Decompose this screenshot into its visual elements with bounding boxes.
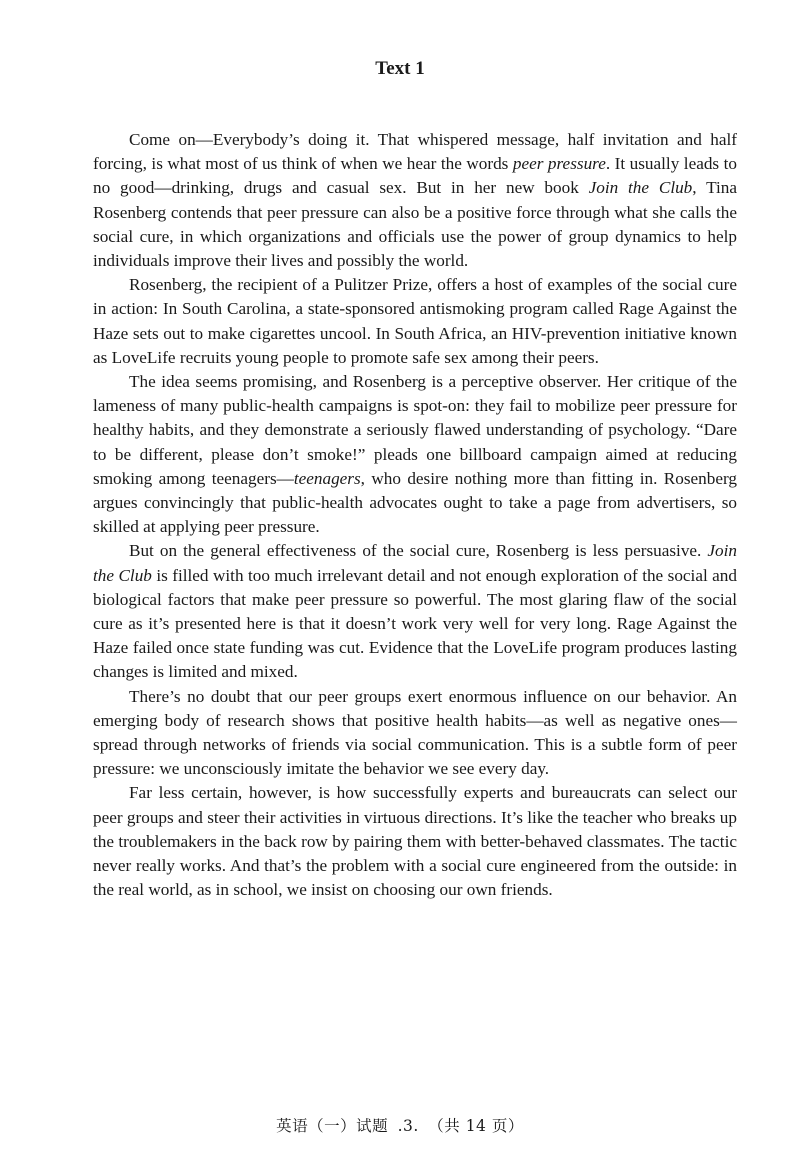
paragraph-1-text-c: , Tina Rosenberg contends that peer pressure can also be a positive force through what she calls the social cure, in which organizations and officials use the power of group dynamics to help individuals improve their lives and possibly the world. [93, 178, 737, 271]
paragraph-4-text-a: But on the general effectiveness of the social cure, Rosenberg is less persuasive. [129, 541, 708, 561]
paragraph-5: There’s no doubt that our peer groups exert enormous influence on our behavior. An emerging body of research shows that positive health habits—as well as negative ones—spread through networks of friends via social communication. This is a subtle form of peer pressure: we unconsciously imitate the behavior we see every day. [93, 686, 737, 779]
book-title: Join the Club [588, 178, 693, 198]
paragraph-4 [93, 539, 737, 684]
paragraph-3-text-b: , who desire nothing more than fitting in. Rosenberg argues convincingly that public-health advocates ought to take a page from advertisers, so skilled at applying peer pressure. [93, 468, 737, 537]
footer-page-number: .3. [397, 1117, 419, 1135]
paragraph-1-text-a: Come on—Everybody’s doing it. That whispered message, half invitation and half forcing, is what most of us think of when we hear the words [93, 130, 737, 174]
footer-total-pages: （共 14 页） [428, 1117, 524, 1135]
passage-body [93, 128, 737, 903]
term-peer-pressure: peer pressure [512, 154, 606, 174]
paragraph-3-text-a: The idea seems promising, and Rosenberg is a perceptive observer. Her critique of the lameness of many public-health campaigns is spot-on: they fail to mobilize peer pressure for healthy habits, and they demonstrate a seriously flawed understanding of psychology. “Dare to be different, please don’t smoke!” pleads one billboard campaign aimed at reducing smoking among teenagers— [93, 372, 737, 488]
paragraph-4-text-b: is filled with too much irrelevant detail and not enough exploration of the social and biological factors that make peer pressure so powerful. The most glaring flaw of the social cure as it’s presented here is that it doesn’t work very well for very long. Rage Against the Haze failed once state funding was cut. Evidence that the LoveLife program produces lasting changes is limited and mixed. [93, 565, 737, 682]
emphasis-teenagers: teenagers [293, 468, 361, 488]
paragraph-1 [93, 128, 737, 273]
page-footer [0, 1115, 800, 1137]
paragraph-1-text-b: . It usually leads to no good—drinking, drugs and casual sex. But in her new book [93, 154, 737, 198]
footer-subject: 英语（一）试题 [276, 1117, 389, 1135]
paragraph-6: Far less certain, however, is how successfully experts and bureaucrats can select our peer groups and steer their activities in virtuous directions. It’s like the teacher who breaks up the troublemakers in the back row by pairing them with better-behaved classmates. The tactic never really works. And that’s the problem with a social cure engineered from the outside: in the real world, as in school, we insist on choosing our own friends. [93, 783, 737, 900]
book-title: Join the Club [93, 541, 737, 585]
paragraph-3 [93, 370, 737, 539]
section-title: Text 1 [375, 58, 425, 79]
paragraph-2: Rosenberg, the recipient of a Pulitzer Prize, offers a host of examples of the social cure in action: In South Carolina, a state-sponsored antismoking program called Rage Against the Haze sets out to make cigarettes uncool. In South Africa, an HIV-prevention initiative known as LoveLife recruits young people to promote safe sex among their peers. [93, 275, 737, 367]
